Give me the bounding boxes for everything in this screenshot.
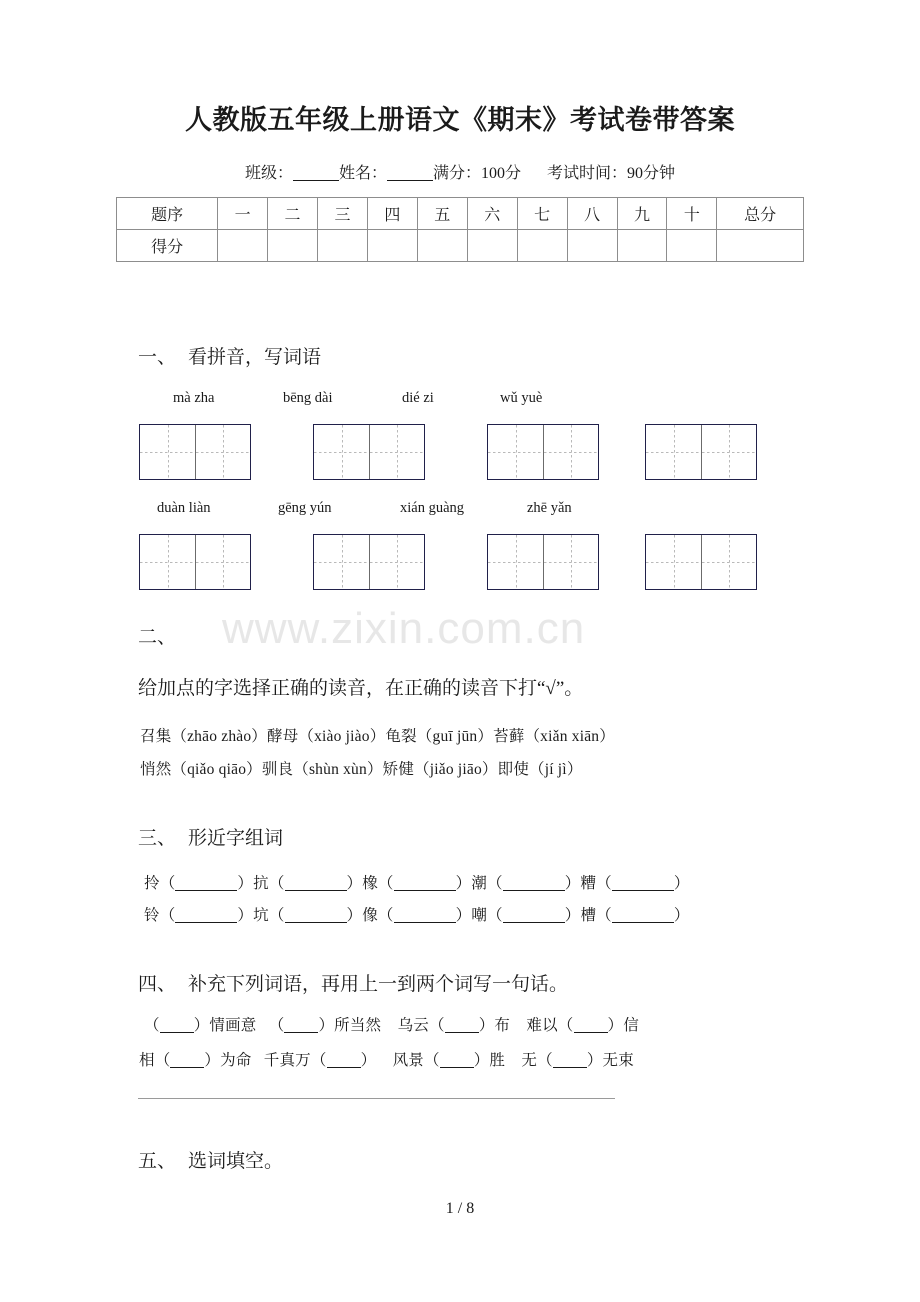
- blank-3-1-4[interactable]: [503, 890, 565, 891]
- blank-4-1-3[interactable]: [445, 1032, 479, 1033]
- section-title-1: 看拼音，写词语: [188, 347, 322, 368]
- tianzige-grid-1-1[interactable]: [139, 424, 251, 480]
- tianzige-cell[interactable]: [195, 425, 250, 479]
- idiom-4-2-1-after: ）为命: [204, 1052, 252, 1069]
- idiom-4-1-2-after: ）所当然: [318, 1017, 382, 1034]
- class-blank[interactable]: [293, 180, 339, 181]
- page-number: 1 / 8: [445, 1200, 475, 1217]
- page-title: 人教版五年级上册语文《期末》考试卷带答案: [185, 105, 735, 135]
- section-2-prompt: 给加点的字选择正确的读音，在正确的读音下打“√”。: [138, 678, 584, 699]
- col-header-7: 七: [517, 198, 567, 230]
- score-cell-1[interactable]: [218, 230, 268, 262]
- blank-3-1-3[interactable]: [394, 890, 456, 891]
- exam-info-line: [0, 160, 920, 183]
- tianzige-grid-1-3[interactable]: [487, 424, 599, 480]
- blank-4-2-3[interactable]: [440, 1067, 474, 1068]
- score-cell-9[interactable]: [617, 230, 667, 262]
- blank-3-1-1[interactable]: [175, 890, 237, 891]
- idiom-4-2-2-after: ）: [360, 1052, 377, 1069]
- section-index-4: 四、: [138, 974, 177, 995]
- score-cell-4[interactable]: [367, 230, 417, 262]
- section-heading-3: [138, 823, 283, 850]
- col-header-3: 三: [318, 198, 368, 230]
- section-index-1: 一、: [138, 347, 177, 368]
- blank-4-1-1[interactable]: [160, 1032, 194, 1033]
- score-cell-10[interactable]: [667, 230, 717, 262]
- idiom-4-1-3-after: ）布: [478, 1017, 511, 1034]
- section-heading-4: [138, 969, 568, 996]
- idiom-4-1-1-before: （: [144, 1017, 160, 1034]
- pinyin-label-2-4: zhē yǎn: [527, 500, 572, 516]
- tianzige-cell[interactable]: [369, 535, 424, 589]
- blank-3-2-3[interactable]: [394, 922, 456, 923]
- pinyin-label-1-1: mà zha: [173, 390, 215, 406]
- answer-line[interactable]: [138, 1098, 615, 1099]
- section-index-2: 二、: [138, 627, 177, 648]
- section-4-row-2[interactable]: [139, 1048, 634, 1070]
- col-header-9: 九: [617, 198, 667, 230]
- tianzige-cell[interactable]: [314, 425, 369, 479]
- exam-time-label: 考试时间：: [547, 165, 628, 182]
- tianzige-grid-1-2[interactable]: [313, 424, 425, 480]
- pinyin-label-2-2: gēng yún: [278, 500, 332, 516]
- col-header-10: 十: [667, 198, 717, 230]
- score-cell-2[interactable]: [268, 230, 318, 262]
- section-4-row-1[interactable]: [144, 1013, 639, 1035]
- blank-4-2-1[interactable]: [170, 1067, 204, 1068]
- tianzige-grid-2-1[interactable]: [139, 534, 251, 590]
- pinyin-label-1-4: wǔ yuè: [500, 390, 543, 406]
- idiom-4-1-2-before: （: [268, 1017, 285, 1034]
- score-cell-total[interactable]: [717, 230, 804, 262]
- tianzige-cell[interactable]: [488, 535, 543, 589]
- blank-3-1-2[interactable]: [285, 890, 347, 891]
- section-heading-1: [138, 342, 321, 369]
- blank-3-1-5[interactable]: [612, 890, 674, 891]
- idiom-4-2-3-after: ）胜: [473, 1052, 506, 1069]
- tianzige-grid-2-3[interactable]: [487, 534, 599, 590]
- blank-4-1-4[interactable]: [574, 1032, 608, 1033]
- tianzige-cell[interactable]: [646, 425, 701, 479]
- blank-4-2-2[interactable]: [327, 1067, 361, 1068]
- section-2-line-2[interactable]: 悄然（qiǎo qiāo）驯良（shùn xùn）矫健（jiǎo jiāo）即使（jí jì）: [140, 761, 583, 778]
- char-3-1-2: 抗: [253, 875, 269, 892]
- idiom-4-2-2-before: 千真万（: [263, 1052, 327, 1069]
- col-header-6: 六: [467, 198, 517, 230]
- tianzige-cell[interactable]: [314, 535, 369, 589]
- char-3-2-1: 铃: [144, 907, 160, 924]
- tianzige-cell[interactable]: [701, 535, 756, 589]
- section-title-3: 形近字组词: [188, 828, 284, 849]
- col-header-5: 五: [417, 198, 467, 230]
- pinyin-label-2-1: duàn liàn: [157, 500, 211, 516]
- name-blank[interactable]: [387, 180, 433, 181]
- char-3-1-5: 糟: [580, 875, 597, 892]
- section-index-5: 五、: [138, 1151, 177, 1172]
- blank-3-2-2[interactable]: [285, 922, 347, 923]
- score-table: [116, 197, 804, 262]
- idiom-4-2-4-before: 无（: [521, 1052, 553, 1069]
- name-label: 姓名：: [338, 165, 387, 182]
- section-3-row-1[interactable]: 拎（ ）抗（ ）橡（ ）潮（ ）糟（ ）: [144, 875, 690, 892]
- col-header-total: 总分: [717, 198, 804, 230]
- tianzige-cell[interactable]: [488, 425, 543, 479]
- section-title-4: 补充下列词语，再用上一到两个词写一句话。: [188, 974, 569, 995]
- exam-time-value: 90分钟: [627, 165, 676, 182]
- score-cell-8[interactable]: [567, 230, 617, 262]
- char-3-2-2: 坑: [253, 907, 269, 924]
- tianzige-grid-2-2[interactable]: [313, 534, 425, 590]
- section-title-5: 选词填空。: [188, 1151, 284, 1172]
- idiom-4-2-3-before: 风景（: [392, 1052, 440, 1069]
- blank-3-2-4[interactable]: [503, 922, 565, 923]
- blank-3-2-1[interactable]: [175, 922, 237, 923]
- score-cell-3[interactable]: [318, 230, 368, 262]
- row-label-score: 得分: [117, 230, 218, 262]
- full-marks-value: 100分: [481, 165, 522, 182]
- tianzige-cell[interactable]: [195, 535, 250, 589]
- idiom-4-1-1-after: ）情画意: [193, 1017, 257, 1034]
- idiom-4-1-4-after: ）信: [607, 1017, 639, 1034]
- section-3-row-2[interactable]: 铃（ ）坑（ ）像（ ）嘲（ ）槽（ ）: [144, 907, 690, 924]
- pinyin-label-1-3: dié zi: [402, 390, 434, 406]
- col-header-8: 八: [567, 198, 617, 230]
- section-heading-2: [138, 622, 188, 649]
- section-2-line-1[interactable]: 召集（zhāo zhào）酵母（xiào jiào）龟裂（guī jūn）苔藓（xiǎn xiān）: [140, 728, 615, 745]
- full-marks-label: 满分：: [432, 165, 481, 182]
- score-cell-5[interactable]: [417, 230, 467, 262]
- tianzige-cell[interactable]: [646, 535, 701, 589]
- tianzige-cell[interactable]: [140, 535, 195, 589]
- tianzige-cell[interactable]: [543, 535, 598, 589]
- tianzige-cell[interactable]: [701, 425, 756, 479]
- col-header-4: 四: [367, 198, 417, 230]
- pinyin-label-1-2: bēng dài: [283, 390, 333, 406]
- score-cell-7[interactable]: [517, 230, 567, 262]
- tianzige-cell[interactable]: [543, 425, 598, 479]
- char-3-1-4: 潮: [471, 875, 488, 892]
- pinyin-label-2-3: xián guàng: [400, 500, 465, 516]
- table-row-question-index: [117, 198, 804, 230]
- idiom-4-1-4-before: 难以（: [526, 1017, 574, 1034]
- char-3-2-5: 槽: [580, 907, 597, 924]
- blank-3-2-5[interactable]: [612, 922, 674, 923]
- class-label: 班级：: [244, 165, 293, 182]
- tianzige-grid-1-4[interactable]: [645, 424, 757, 480]
- tianzige-grid-2-4[interactable]: [645, 534, 757, 590]
- col-header-1: 一: [218, 198, 268, 230]
- char-3-2-4: 嘲: [471, 907, 488, 924]
- tianzige-cell[interactable]: [369, 425, 424, 479]
- idiom-4-2-4-after: ）无束: [586, 1052, 634, 1069]
- row-label-question: 题序: [117, 198, 218, 230]
- col-header-2: 二: [268, 198, 318, 230]
- blank-4-2-4[interactable]: [553, 1067, 587, 1068]
- table-row-score: [117, 230, 804, 262]
- idiom-4-1-3-before: 乌云（: [397, 1017, 445, 1034]
- tianzige-cell[interactable]: [140, 425, 195, 479]
- section-index-3: 三、: [138, 828, 177, 849]
- idiom-4-2-1-before: 相（: [139, 1052, 171, 1069]
- blank-4-1-2[interactable]: [284, 1032, 318, 1033]
- watermark-text: www.zixin.com.cn: [222, 604, 586, 653]
- char-3-2-3: 像: [362, 907, 378, 924]
- char-3-1-3: 橡: [362, 875, 378, 892]
- char-3-1-1: 拎: [144, 875, 160, 892]
- score-cell-6[interactable]: [467, 230, 517, 262]
- section-heading-5: [138, 1146, 283, 1173]
